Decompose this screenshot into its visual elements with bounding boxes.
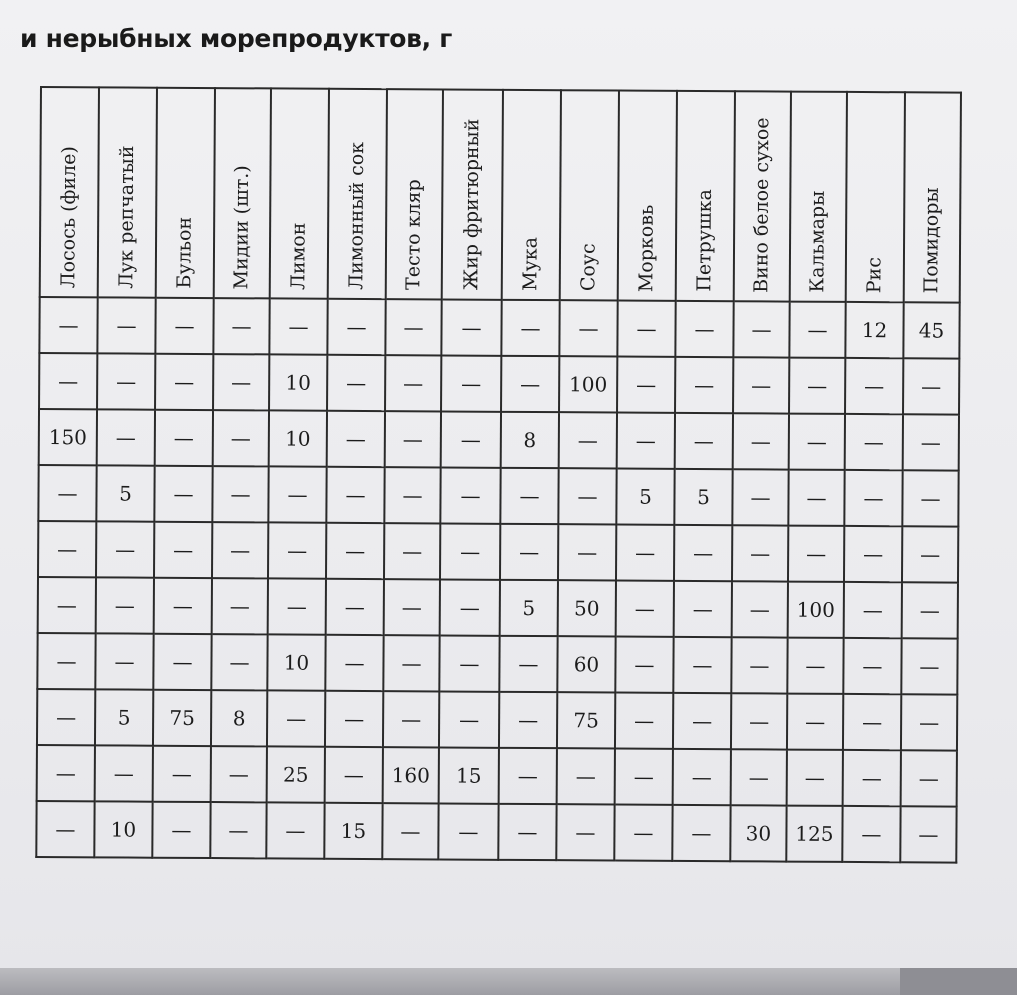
column-header: Мидии (шт.): [214, 88, 271, 298]
table-cell: —: [731, 637, 787, 693]
table-cell: —: [326, 467, 384, 523]
table-cell: —: [39, 297, 97, 353]
table-cell: 5: [95, 689, 153, 745]
table-cell: —: [212, 466, 268, 522]
table-cell: —: [733, 413, 789, 469]
table-row: [37, 633, 957, 695]
table-cell: —: [731, 693, 787, 749]
table-cell: —: [384, 467, 440, 523]
table-cell: —: [268, 578, 326, 634]
table-cell: —: [845, 414, 903, 470]
table-cell: 30: [730, 805, 786, 861]
table-cell: —: [732, 525, 788, 581]
table-heading: и нерыбных морепродуктов, г: [20, 24, 453, 53]
table-cell: 5: [500, 580, 558, 636]
table-cell: —: [325, 635, 383, 691]
table-row: [39, 353, 959, 415]
table-cell: —: [732, 469, 788, 525]
table-cell: 15: [324, 803, 382, 859]
table-cell: —: [673, 637, 731, 693]
table-cell: —: [385, 355, 441, 411]
table-cell: —: [675, 301, 733, 357]
table-row: [37, 689, 957, 751]
table-cell: —: [559, 412, 617, 468]
column-header: Рис: [846, 92, 905, 302]
column-header: Мука: [502, 90, 561, 300]
table-cell: —: [384, 523, 440, 579]
table-cell: —: [441, 299, 501, 355]
table-cell: —: [97, 409, 155, 465]
table-cell: —: [268, 522, 326, 578]
table-cell: —: [211, 746, 267, 802]
table-cell: —: [672, 805, 730, 861]
table-cell: 5: [674, 469, 732, 525]
table-cell: —: [901, 694, 957, 750]
table-cell: —: [844, 470, 902, 526]
table-cell: 8: [501, 412, 559, 468]
table-cell: —: [842, 806, 900, 862]
column-header: Лимонный сок: [328, 89, 387, 299]
table-cell: 60: [557, 636, 615, 692]
column-header: Тесто кляр: [386, 89, 443, 299]
table-cell: —: [787, 750, 843, 806]
table-cell: —: [38, 577, 96, 633]
table-row: [38, 577, 958, 639]
column-header: Вино белое сухое: [734, 91, 791, 301]
page-bottom-strip: [0, 968, 1017, 995]
table-cell: —: [325, 747, 383, 803]
table-cell: —: [788, 526, 844, 582]
table-body: [36, 297, 959, 863]
table-cell: —: [155, 410, 213, 466]
table-cell: —: [902, 526, 958, 582]
table-cell: 10: [269, 410, 327, 466]
table-cell: —: [439, 635, 499, 691]
table-cell: —: [499, 636, 557, 692]
table-cell: 75: [557, 692, 615, 748]
table-cell: —: [500, 468, 558, 524]
table-cell: —: [384, 579, 440, 635]
table-cell: —: [901, 750, 957, 806]
table-cell: —: [325, 691, 383, 747]
table-cell: 10: [267, 634, 325, 690]
table-cell: —: [267, 690, 325, 746]
table-cell: —: [155, 298, 213, 354]
table-cell: —: [38, 521, 96, 577]
column-header: Лук репчатый: [98, 87, 157, 297]
table-cell: —: [154, 466, 212, 522]
table-cell: —: [901, 638, 957, 694]
table-cell: —: [440, 467, 500, 523]
table-cell: 15: [439, 747, 499, 803]
table-cell: —: [213, 354, 269, 410]
table-cell: 100: [788, 582, 844, 638]
table-cell: —: [615, 693, 673, 749]
column-header: Помидоры: [904, 92, 961, 302]
table-row: [37, 745, 957, 807]
table-cell: —: [326, 523, 384, 579]
table-cell: —: [210, 802, 266, 858]
table-cell: 25: [267, 746, 325, 802]
column-header: Лимон: [270, 88, 329, 298]
table-cell: —: [498, 804, 556, 860]
column-header: Бульон: [156, 88, 215, 298]
table-cell: —: [789, 302, 845, 358]
table-cell: —: [673, 693, 731, 749]
table-cell: —: [844, 526, 902, 582]
table-row: [39, 297, 959, 359]
table-cell: —: [440, 523, 500, 579]
table-cell: —: [559, 300, 617, 356]
table-cell: —: [327, 411, 385, 467]
table-cell: —: [327, 299, 385, 355]
table-cell: —: [499, 748, 557, 804]
table-cell: —: [617, 357, 675, 413]
table-cell: 12: [845, 302, 903, 358]
table-cell: —: [39, 353, 97, 409]
table-cell: —: [674, 525, 732, 581]
table-cell: —: [38, 465, 96, 521]
table-cell: —: [269, 298, 327, 354]
table-cell: —: [844, 582, 902, 638]
table-row: [36, 801, 956, 863]
page-corner-tab: [900, 968, 1017, 995]
column-header: Кальмары: [790, 92, 847, 302]
table-cell: —: [97, 353, 155, 409]
table-cell: —: [616, 581, 674, 637]
table-cell: —: [441, 411, 501, 467]
table-cell: 125: [786, 806, 842, 862]
table-cell: 8: [211, 690, 267, 746]
table-cell: —: [789, 358, 845, 414]
table-cell: —: [213, 410, 269, 466]
table-cell: —: [731, 749, 787, 805]
table-cell: —: [36, 801, 94, 857]
table-cell: —: [903, 358, 959, 414]
table-cell: —: [268, 466, 326, 522]
table-row: [38, 521, 958, 583]
table-cell: —: [438, 803, 498, 859]
table-cell: —: [675, 413, 733, 469]
table-cell: —: [673, 749, 731, 805]
table-cell: —: [441, 355, 501, 411]
table-cell: —: [440, 579, 500, 635]
table-cell: —: [615, 749, 673, 805]
table-cell: —: [326, 579, 384, 635]
table-cell: —: [153, 746, 211, 802]
table-cell: 5: [96, 465, 154, 521]
table-cell: —: [212, 578, 268, 634]
table-cell: —: [96, 577, 154, 633]
table-cell: —: [154, 578, 212, 634]
table-cell: —: [37, 633, 95, 689]
table-cell: —: [787, 694, 843, 750]
table-cell: —: [903, 414, 959, 470]
table-cell: —: [843, 694, 901, 750]
table-cell: —: [37, 745, 95, 801]
table-cell: —: [211, 634, 267, 690]
ingredients-table: [35, 86, 962, 864]
table-cell: —: [732, 581, 788, 637]
table-cell: —: [439, 691, 499, 747]
table-cell: —: [556, 804, 614, 860]
table-cell: —: [152, 802, 210, 858]
table-cell: —: [97, 297, 155, 353]
table-cell: —: [558, 524, 616, 580]
table-cell: —: [501, 300, 559, 356]
table-cell: —: [213, 298, 269, 354]
table-cell: 150: [39, 409, 97, 465]
column-header: Морковь: [618, 91, 677, 301]
table-cell: —: [95, 745, 153, 801]
table-cell: —: [675, 357, 733, 413]
column-header: Соус: [560, 90, 619, 300]
table-cell: —: [733, 301, 789, 357]
table-cell: —: [382, 803, 438, 859]
column-header: Жир фритюрный: [442, 89, 503, 299]
table-cell: —: [614, 805, 672, 861]
table-cell: —: [843, 750, 901, 806]
table-cell: —: [616, 525, 674, 581]
table-cell: —: [500, 524, 558, 580]
table-cell: —: [95, 633, 153, 689]
table-cell: —: [212, 522, 268, 578]
table-row: [38, 465, 958, 527]
table-cell: —: [674, 581, 732, 637]
table-cell: 5: [616, 469, 674, 525]
table-cell: —: [501, 356, 559, 412]
table-cell: 160: [383, 747, 439, 803]
table-cell: —: [902, 470, 958, 526]
table-cell: —: [154, 522, 212, 578]
table-cell: 10: [94, 801, 152, 857]
table-cell: —: [385, 411, 441, 467]
table-cell: —: [902, 582, 958, 638]
table-cell: —: [617, 301, 675, 357]
table-cell: —: [383, 691, 439, 747]
table-cell: —: [843, 638, 901, 694]
table-cell: 50: [558, 580, 616, 636]
table-cell: —: [615, 637, 673, 693]
table-cell: 10: [269, 354, 327, 410]
column-header: Петрушка: [676, 91, 735, 301]
column-header: Лосось (филе): [40, 87, 99, 297]
table-cell: 45: [903, 302, 959, 358]
table-cell: —: [845, 358, 903, 414]
table-cell: —: [787, 638, 843, 694]
table-cell: —: [788, 470, 844, 526]
header-row: [40, 87, 961, 303]
table-cell: —: [558, 468, 616, 524]
table-cell: —: [37, 689, 95, 745]
table-cell: —: [499, 692, 557, 748]
table-row: [39, 409, 959, 471]
table-cell: —: [266, 802, 324, 858]
table-cell: 75: [153, 690, 211, 746]
table-cell: —: [733, 357, 789, 413]
table-cell: —: [617, 413, 675, 469]
table-cell: —: [155, 354, 213, 410]
table-cell: —: [900, 806, 956, 862]
table-cell: —: [383, 635, 439, 691]
table-cell: —: [327, 355, 385, 411]
table-cell: 100: [559, 356, 617, 412]
table-cell: —: [153, 634, 211, 690]
table-cell: —: [789, 414, 845, 470]
table-cell: —: [385, 299, 441, 355]
table-cell: —: [96, 521, 154, 577]
table-cell: —: [557, 748, 615, 804]
